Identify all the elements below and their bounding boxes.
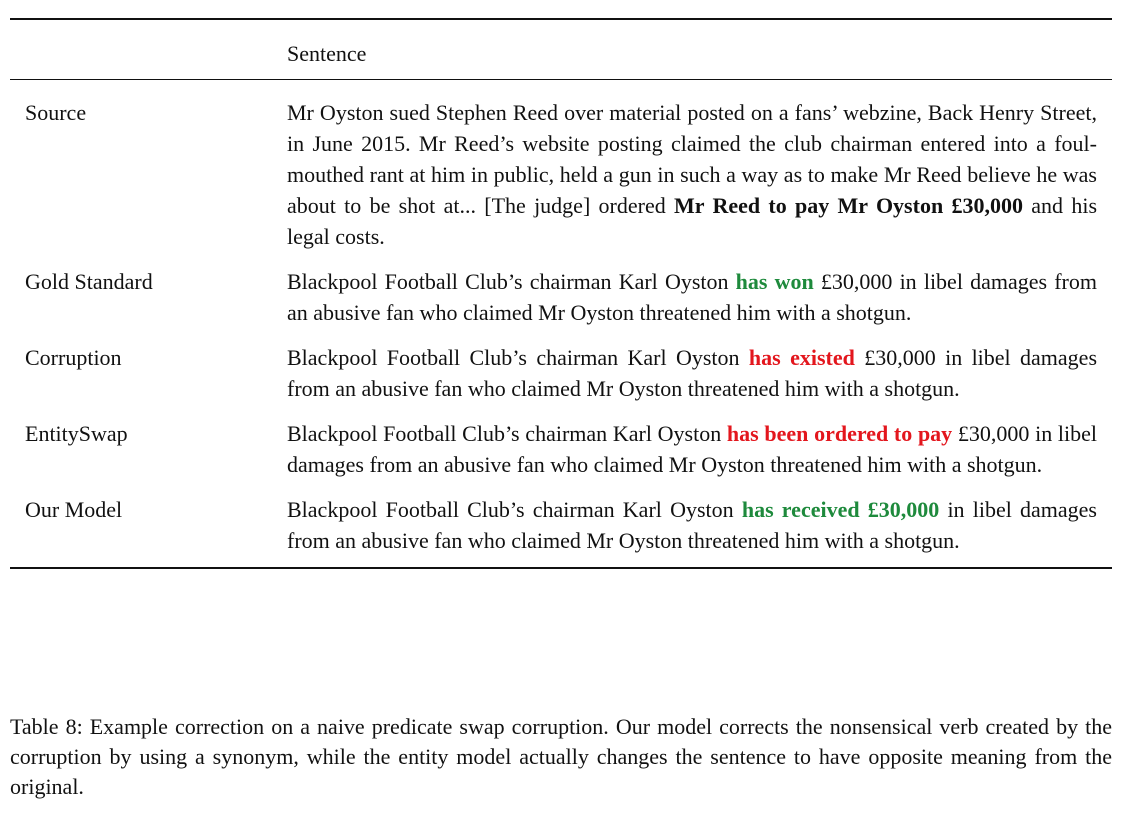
gold-text-before: Blackpool Football Club’s chairman Karl Oyston bbox=[287, 269, 736, 294]
ourmodel-text-after: in libel damages from an abusive fan who claimed Mr Oyston threatened him with a shotgun. bbox=[287, 497, 1097, 553]
corruption-text-before: Blackpool Football Club’s chairman Karl Oyston bbox=[287, 345, 749, 370]
corruption-text-after: £30,000 in libel damages from an abusive fan who claimed Mr Oyston threatened him with a shotgun. bbox=[287, 345, 1098, 401]
table-row-source bbox=[10, 97, 1112, 252]
gold-text-after: £30,000 in libel damages from an abusive fan who claimed Mr Oyston threatened him with a shotgun. bbox=[287, 269, 1097, 325]
row-label-corruption: Corruption bbox=[25, 345, 122, 370]
source-highlight: Mr Reed to pay Mr Oyston £30,000 bbox=[674, 193, 1023, 218]
corruption-highlight: has existed bbox=[748, 345, 855, 370]
table-row-our-model bbox=[10, 494, 1112, 556]
gold-highlight: has won bbox=[735, 269, 814, 294]
row-label-entityswap: EntitySwap bbox=[25, 421, 128, 446]
sentence-source bbox=[287, 97, 1097, 252]
source-text-before: Mr Oyston sued Stephen Reed over material posted on a fans’ webzine, Back Henry Street, in June 2015. Mr Reed’s website posting claimed the club chairman entered into a foul-mouthed rant at him in public, held a gun in such a way as to make Mr Reed believe he was about to be shot at... [The judge] ordered bbox=[287, 100, 1097, 218]
entityswap-highlight: has been ordered to pay bbox=[726, 421, 953, 446]
table-row-gold-standard bbox=[10, 266, 1112, 328]
bottom-rule bbox=[10, 567, 1112, 569]
table-row-entityswap bbox=[10, 418, 1112, 480]
source-text-after: and his legal costs. bbox=[287, 193, 1097, 249]
sentence-entityswap bbox=[287, 418, 1097, 480]
row-label-gold-standard: Gold Standard bbox=[25, 269, 153, 294]
table-body bbox=[10, 80, 1112, 567]
entityswap-text-before: Blackpool Football Club’s chairman Karl Oyston bbox=[287, 421, 727, 446]
row-label-source: Source bbox=[25, 100, 87, 125]
table-header-row bbox=[10, 20, 1112, 79]
row-label-our-model: Our Model bbox=[25, 497, 123, 522]
sentence-our-model bbox=[287, 494, 1097, 556]
ourmodel-text-before: Blackpool Football Club’s chairman Karl Oyston bbox=[287, 497, 742, 522]
example-table bbox=[10, 18, 1112, 569]
entityswap-text-after: £30,000 in libel damages from an abusive fan who claimed Mr Oyston threatened him with a shotgun. bbox=[287, 421, 1097, 477]
table-caption: Table 8: Example correction on a naive predicate swap corruption. Our model corrects the nonsensical verb created by the corruption by using a synonym, while the entity model actually changes the sentence to have opposite meaning from the original. bbox=[10, 714, 1112, 799]
sentence-gold-standard bbox=[287, 266, 1097, 328]
header-sentence: Sentence bbox=[287, 41, 367, 66]
table-row-corruption bbox=[10, 342, 1112, 404]
ourmodel-highlight: has received £30,000 bbox=[741, 497, 940, 522]
sentence-corruption bbox=[287, 342, 1097, 404]
